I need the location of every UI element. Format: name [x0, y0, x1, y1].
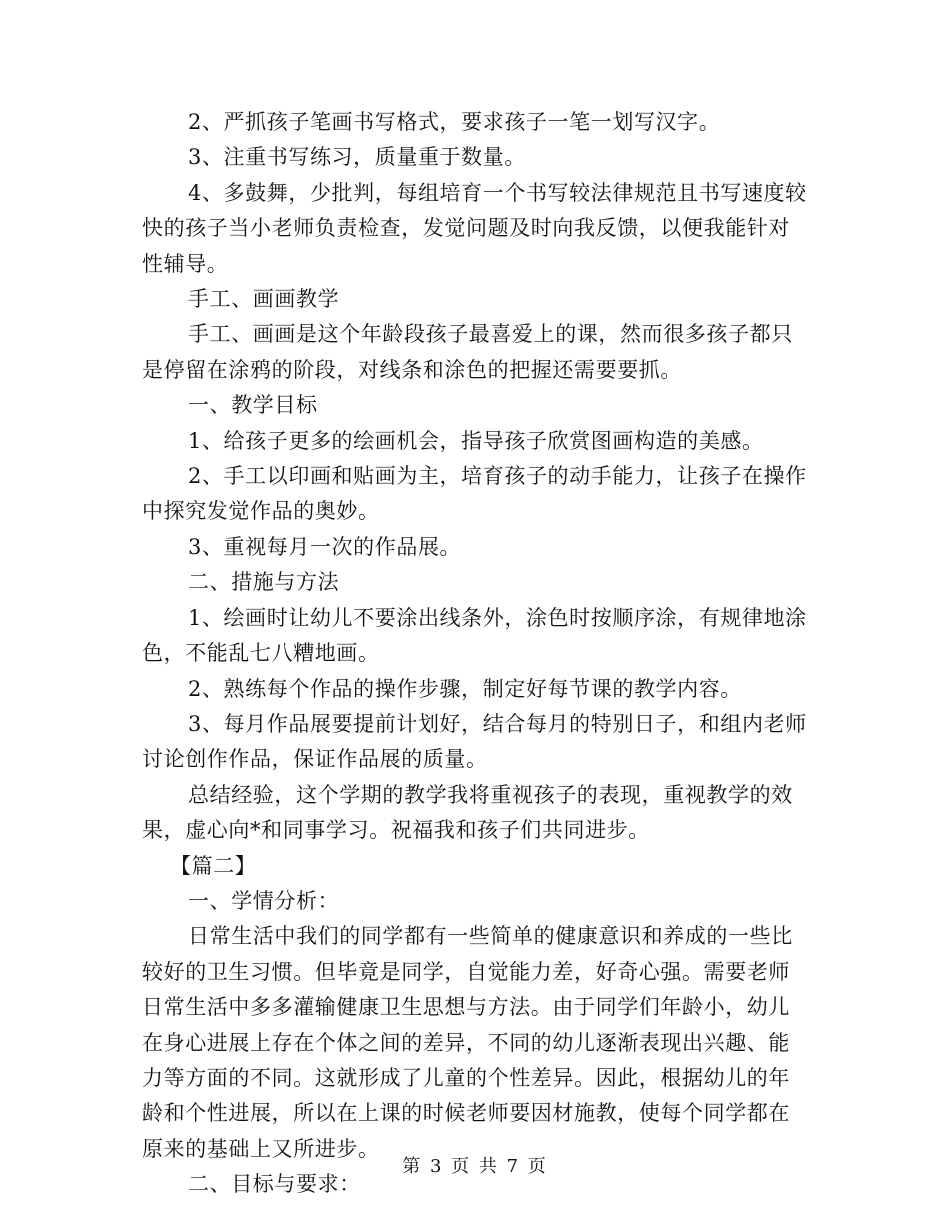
section-heading: 一、学情分析：	[188, 888, 340, 913]
paragraph: 2、手工以印画和贴画为主，培育孩子的动手能力，让孩子在操作中探究发觉作品的奥妙。	[142, 464, 807, 524]
paragraph: 手工、画画是这个年龄段孩子最喜爱上的课，然而很多孩子都只是停留在涂鸦的阶段，对线条和涂色的把握还需要要抓。	[142, 322, 793, 382]
document-body	[142, 105, 810, 1203]
paragraph: 3、重视每月一次的作品展。	[188, 534, 462, 559]
section-heading: 二、目标与要求：	[188, 1172, 361, 1197]
paragraph: 1、给孩子更多的绘画机会，指导孩子欣赏图画构造的美感。	[188, 428, 764, 453]
section-heading: 一、教学目标	[188, 393, 318, 418]
paragraph: 3、每月作品展要提前计划好，结合每月的特别日子，和组内老师讨论创作作品，保证作品展的质量。	[142, 711, 807, 772]
paragraph: 2、严抓孩子笔画书写格式，要求孩子一笔一划写汉字。	[188, 110, 721, 134]
page-footer: 第 3 页 共 7 页	[402, 1156, 548, 1177]
chapter-heading: 【篇二】	[170, 853, 257, 878]
paragraph: 1、绘画时让幼儿不要涂出线条外，涂色时按顺序涂，有规律地涂色，不能乱七八糟地画。	[142, 605, 807, 666]
section-heading: 二、措施与方法	[188, 570, 340, 595]
paragraph: 日常生活中我们的同学都有一些简单的健康意识和养成的一些比较好的卫生习惯。但毕竟是同学，自觉能力差，好奇心强。需要老师日常生活中多多灌输健康卫生思想与方法。由于同学们年龄小，幼儿在身心进展上存在个体之间的差异，不同的幼儿逐渐表现出兴趣、能力等方面的不同。这就形成了儿童的个性差异。因此，根据幼儿的年龄和个性进展，所以在上课的时候老师要因材施教，使每个同学都在原来的基础上又所进步。	[142, 924, 793, 1161]
paragraph: 总结经验，这个学期的教学我将重视孩子的表现，重视教学的效果，虚心向*和同事学习。祝福我和孩子们共同进步。	[142, 782, 793, 843]
paragraph: 4、多鼓舞，少批判，每组培育一个书写较法律规范且书写速度较快的孩子当小老师负责检查，发觉问题及时向我反馈，以便我能针对性辅导。	[142, 180, 807, 276]
paragraph: 3、注重书写练习，质量重于数量。	[188, 145, 526, 170]
section-heading: 手工、画画教学	[188, 287, 340, 312]
paragraph: 2、熟练每个作品的操作步骤，制定好每节课的教学内容。	[188, 676, 742, 701]
